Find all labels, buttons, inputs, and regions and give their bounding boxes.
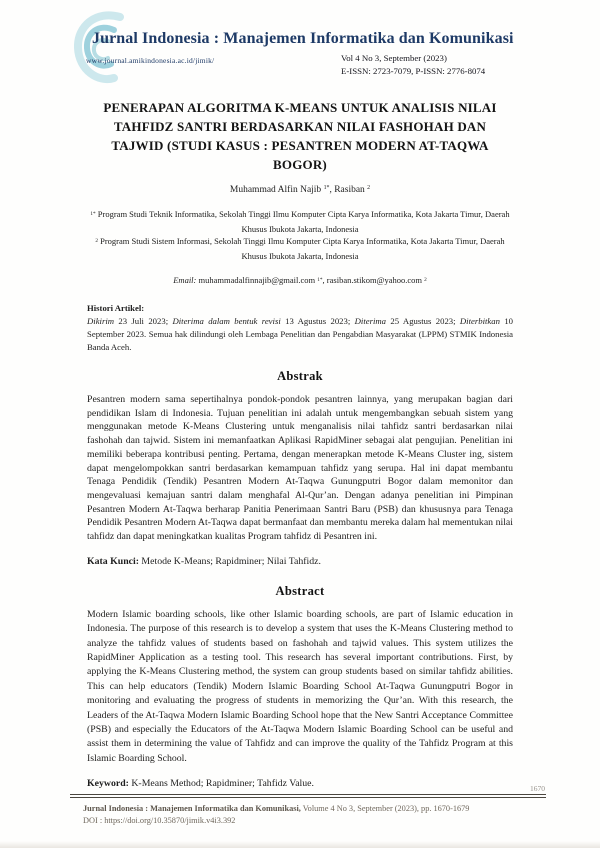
author-separator: , Rasiban: [329, 185, 368, 195]
email-line: [87, 275, 513, 285]
history-submitted-label: Dikirim: [87, 316, 115, 326]
history-accepted-label: Diterima: [354, 316, 387, 326]
affiliation-2: [87, 235, 513, 262]
history-text: [87, 315, 513, 354]
email-2-superscript: 2: [424, 276, 427, 283]
journal-title: Jurnal Indonesia : Manajemen Informatika dan Komunikasi: [92, 30, 514, 47]
journal-website-link[interactable]: www.journal.amikindonesia.ac.id/jimik/: [86, 56, 215, 65]
affiliation-2-superscript: 2: [95, 237, 98, 244]
affiliation-1-text: Program Studi Teknik Informatika, Sekolah Tinggi Ilmu Komputer Cipta Karya Informatika, Kota Jakarta Timur, Daerah Khusus Ibukota Jakarta, Indonesia: [95, 209, 510, 234]
email-label: Email:: [173, 275, 197, 285]
footer-journal-name: Jurnal Indonesia : Manajemen Informatika dan Komunikasi,: [83, 804, 301, 813]
history-submitted-date: 23 Juli 2023;: [114, 316, 173, 326]
history-published-date: 10 September 2023. Semua hak dilindungi oleh Lembaga Penelitian dan Pengabdian Masyarakat (LPPM) STMIK Indonesia Banda Aceh.: [87, 316, 514, 352]
authors-line: [87, 185, 513, 195]
email-address-2[interactable]: , rasiban.stikom@yahoo.com: [322, 275, 425, 285]
email-address-1[interactable]: muhammadalfinnajib@gmail.com: [196, 275, 318, 285]
abstract-text: Modern Islamic boarding schools, like other Islamic boarding schools, are part of Islamic education in Indonesia. The purpose of this research is to develop a system that uses the K-Means Clustering method to analyze the tahfidz values of students based on fashohah and tajwid values. This system utilizes the RapidMiner Application as a testing tool. This research has several important contributions. First, by applying the K-Means Clustering method, the system can group students based on similar tahfidz abilities. This can help educators (Tendik) Modern Islamic Boarding School At-Taqwa Gunungputri Bogor in monitoring and evaluating the progress of students in memorizing the Qur’an. With this research, the Leaders of the At-Taqwa Modern Islamic Boarding School hope that the New Santri Acceptance Committee (PSB) and especially the Educators of the At-Taqwa Modern Islamic Boarding School can be useful and assist them in determining the value of Tahfidz and can improve the quality of the Tahfidz Program at this Islamic Boarding School.: [87, 608, 513, 764]
page-number: 1670: [530, 784, 545, 793]
history-published-label: Diterbitkan: [459, 316, 500, 326]
history-heading: Histori Artikel:: [87, 303, 145, 313]
author-1: Muhammad Alfin Najib: [229, 185, 324, 195]
keyword-text: K-Means Method; Rapidminer; Tahfidz Value.: [128, 778, 314, 790]
footer-divider: [70, 794, 546, 798]
abstrak-heading: Abstrak: [277, 369, 323, 383]
email-1-superscript: 1*: [317, 276, 323, 283]
affiliation-2-text: Program Studi Sistem Informasi, Sekolah Tinggi Ilmu Komputer Cipta Karya Informatika, Kota Jakarta Timur, Daerah Khusus Ibukota Jakarta, Indonesia: [97, 236, 505, 261]
journal-logo-swirl-icon: [74, 10, 134, 86]
affiliations-block: [87, 208, 513, 262]
history-revised-date: 13 Agustus 2023;: [280, 316, 355, 326]
history-revised-label: Diterima dalam bentuk revisi: [172, 316, 281, 326]
kata-kunci-label: Kata Kunci:: [87, 555, 139, 567]
abstrak-text: Pesantren modern sama sepertihalnya pondok-pondok pesantren lainnya, yang merupakan bagian dari pendidikan Islam di Indonesia. Tujuan penelitian ini adalah untuk mengembangkan sebuah sistem yang menggunakan metode K-Means Clustering untuk menganalisis nilai tahfidz santri berdasarkan nilai fashohah dan tajwid. Sistem ini memanfaatkan Aplikasi RapidMiner sebagai alat pengujian. Penelitian ini memiliki beberapa kontribusi penting. Pertama, dengan menerapkan metode K-Means Cluster ing, sistem dapat mengelompokkan santri berdasarkan kemampuan tahfidz yang serupa. Hal ini dapat membantu Tenaga Pendidik (Tendik) Pesantren Modern At-Taqwa Gunungputri Bogor dalam memonitor dan mengevaluasi kemajuan santri dalam menghafal Al-Qur’an. Dengan adanya penelitian ini Pimpinan Pesantren Modern At-Taqwa berharap Panitia Penerimaan Santri Baru (PSB) dan khususnya para Tenaga Pendidik Pesantren Modern At-Taqwa dapat bermanfaat dan membantu mereka dalam hal mementukan nilai tahfidz dan dapat meningkatkan kualitas Program tahfidz di Pesantren ini.: [87, 394, 513, 543]
affiliation-1-superscript: 1*: [90, 210, 96, 217]
journal-issue-info: [341, 52, 485, 78]
kata-kunci-line: [87, 556, 513, 567]
article-history: [87, 302, 513, 354]
author-1-superscript: 1*: [323, 185, 330, 192]
kata-kunci-text: Metode K-Means; Rapidminer; Nilai Tahfidz.: [138, 555, 321, 567]
doi-link[interactable]: DOI : https://doi.org/10.35870/jimik.v4i3.392: [83, 816, 236, 825]
history-accepted-date: 25 Agustus 2023;: [386, 316, 460, 326]
issn-line: E-ISSN: 2723-7079, P-ISSN: 2776-8074: [341, 66, 486, 76]
abstract-heading: Abstract: [275, 583, 325, 598]
page-footer: [70, 784, 546, 827]
author-2-superscript: 2: [367, 185, 371, 192]
volume-line: Vol 4 No 3, September (2023): [341, 53, 447, 63]
footer-citation-line: [83, 803, 546, 815]
keyword-label: Keyword:: [87, 778, 129, 790]
article-title: PENERAPAN ALGORITMA K-MEANS UNTUK ANALISIS NILAI TAHFIDZ SANTRI BERDASARKAN NILAI FASHOHAH DAN TAJWID (STUDI KASUS : PESANTREN MODERN AT-TAQWA BOGOR): [103, 100, 497, 172]
affiliation-1: [87, 208, 513, 235]
footer-volume-info: Volume 4 No 3, September (2023), pp. 1670-1679: [300, 804, 470, 813]
